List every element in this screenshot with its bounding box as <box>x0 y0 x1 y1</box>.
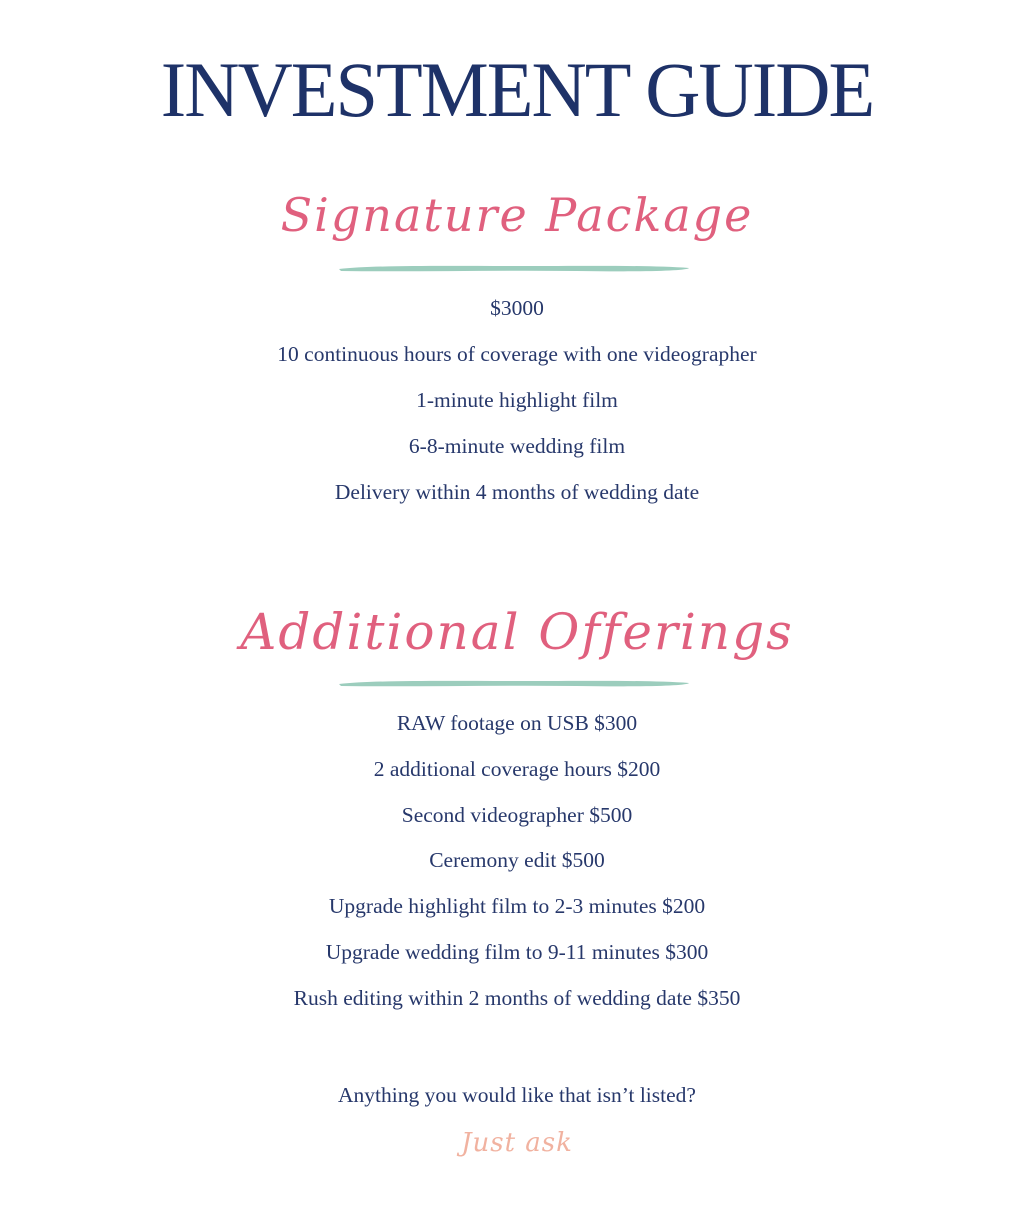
offering-item: 2 additional coverage hours $200 <box>373 757 661 781</box>
offering-item: Upgrade highlight film to 2-3 minutes $200 <box>328 894 706 918</box>
signature-item: 1-minute highlight film <box>416 388 618 412</box>
additional-brush-underline <box>337 677 691 689</box>
signature-item: 10 continuous hours of coverage with one videographer <box>277 342 757 366</box>
additional-offerings-heading: Additional Offerings <box>240 603 794 661</box>
page-title: INVESTMENT GUIDE <box>160 46 874 133</box>
footer-question: Anything you would like that isn’t listed? <box>338 1083 696 1107</box>
offering-item: Ceremony edit $500 <box>429 848 605 872</box>
just-ask-script: Just ask <box>461 1128 573 1158</box>
signature-item: Delivery within 4 months of wedding date <box>334 480 700 504</box>
signature-item: 6-8-minute wedding film <box>408 434 626 458</box>
offering-item: Second videographer $500 <box>401 803 633 827</box>
offering-item: Upgrade wedding film to 9-11 minutes $300 <box>325 940 709 964</box>
signature-price: $3000 <box>490 296 544 320</box>
offering-item: Rush editing within 2 months of wedding date $350 <box>293 986 741 1010</box>
signature-brush-underline <box>337 262 691 274</box>
signature-package-heading: Signature Package <box>280 188 754 242</box>
offering-item: RAW footage on USB $300 <box>396 711 638 735</box>
